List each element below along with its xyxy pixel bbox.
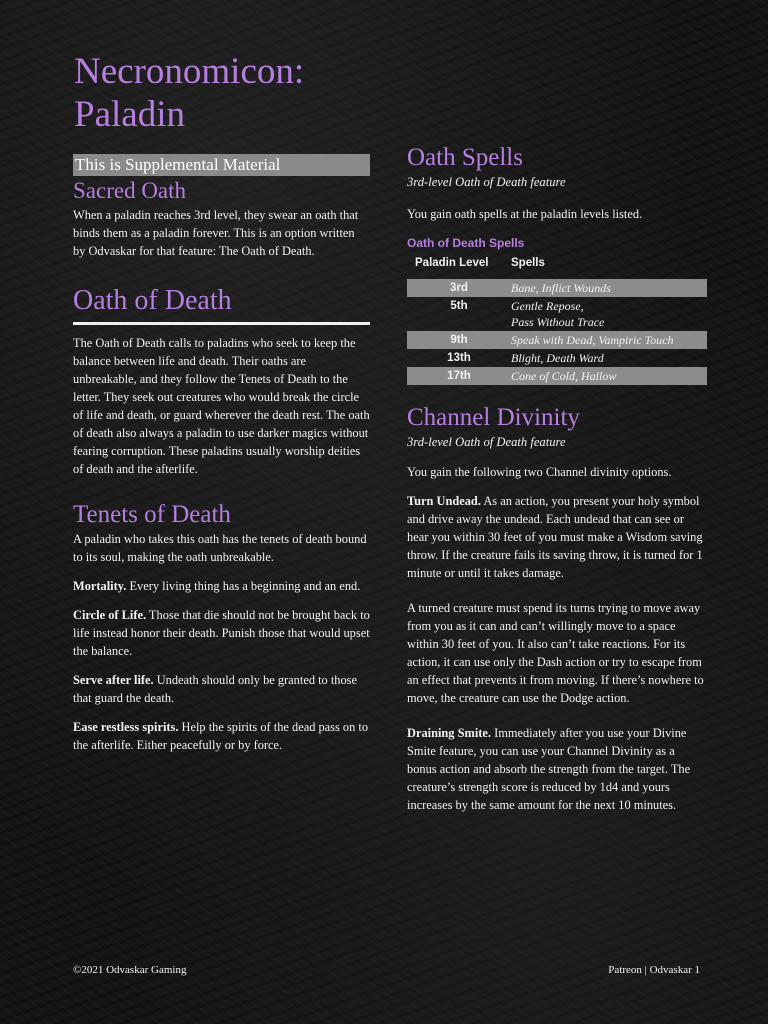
- table-row: 9th Speak with Dead, Vampiric Touch: [407, 331, 707, 349]
- column-header-level: Paladin Level: [415, 257, 489, 269]
- footer-copyright: ©2021 Odvaskar Gaming: [73, 964, 187, 976]
- oath-of-death-heading: Oath of Death: [73, 285, 232, 316]
- sacred-oath-heading: Sacred Oath: [73, 178, 187, 203]
- table-row: 13th Blight, Death Ward: [447, 351, 604, 365]
- footer-page-info: Patreon | Odvaskar 1: [608, 964, 700, 976]
- turn-undead-text: Turn Undead. As an action, you present your holy symbol and drive away the undead. Each undead that can see or hear you within 30 feet of you must make a Wisdom saving throw. If the creature fails its saving throw, it is turned for 1 minute or until it takes damage.: [407, 494, 703, 580]
- tenets-heading: Tenets of Death: [73, 501, 231, 528]
- oath-of-death-text: The Oath of Death calls to paladins who seek to keep the balance between life and death. Their oaths are unbreakable, and they follow the Tenets of Death to the letter. They seek out creatures who would break the circle of life and death, or guard wherever the death rest. The oath of death also always a paladin to use darker magics without fearing corruption. These paladins usually worship deities of death and the afterlife.: [73, 336, 370, 476]
- channel-divinity-heading: Channel Divinity: [407, 404, 580, 431]
- page-title: [74, 50, 304, 136]
- tenet-serve-after-life: Serve after life. Undeath should only be granted to those that guard the death.: [73, 673, 357, 705]
- sacred-oath-text: When a paladin reaches 3rd level, they swear an oath that binds them as a paladin forever. This is an option written by Odvaskar for that feature: The Oath of Death.: [73, 208, 359, 258]
- supplemental-banner: This is Supplemental Material: [73, 154, 370, 176]
- oath-spells-text: You gain oath spells at the paladin levels listed.: [407, 207, 643, 221]
- table-header-row: [407, 251, 707, 279]
- tenet-circle-of-life: Circle of Life. Those that die should not be brought back to life instead honor their death. Punish those that would upset the balance.: [73, 608, 370, 658]
- table-row: 5th Gentle Repose, Pass Without Trace: [450, 299, 605, 329]
- tenets-intro: A paladin who takes this oath has the tenets of death bound to its soul, making the oath unbreakable.: [73, 532, 367, 564]
- tenet-ease-restless-spirits: Ease restless spirits. Help the spirits of the dead pass on to the afterlife. Either peacefully or by force.: [73, 720, 369, 752]
- right-column: [407, 143, 707, 814]
- title-line-2: Paladin: [74, 94, 185, 135]
- table-row: 3rd Bane, Inflict Wounds: [407, 279, 707, 297]
- table-row: 17th Cone of Cold, Hallow: [407, 367, 707, 385]
- turned-creature-text: A turned creature must spend its turns trying to move away from you as it can and can’t willingly move to a space within 30 feet of you. It also can’t take reactions. For its action, it can use only the Dash action or try to escape from an effect that prevents it from moving. If there’s nowhere to move, the creature can use the Dodge action.: [407, 601, 704, 705]
- channel-divinity-subtitle: 3rd-level Oath of Death feature: [407, 435, 566, 449]
- spells-table: [407, 251, 707, 385]
- oath-spells-subtitle: 3rd-level Oath of Death feature: [407, 175, 566, 189]
- left-column: [73, 154, 370, 754]
- draining-smite-text: Draining Smite. Immediately after you use your Divine Smite feature, you can use your Channel Divinity as a bonus action and absorb the strength from the target. The creature’s strength score is reduced by 1d4 and yours increases by the same amount for the next 10 minutes.: [407, 726, 691, 812]
- oath-spells-heading: Oath Spells: [407, 144, 523, 171]
- column-header-spells: Spells: [511, 257, 545, 269]
- channel-divinity-intro: You gain the following two Channel divinity options.: [407, 465, 672, 479]
- title-line-1: Necronomicon:: [74, 51, 305, 92]
- spells-table-title: Oath of Death Spells: [407, 236, 525, 250]
- tenet-mortality: Mortality. Every living thing has a beginning and an end.: [73, 579, 361, 593]
